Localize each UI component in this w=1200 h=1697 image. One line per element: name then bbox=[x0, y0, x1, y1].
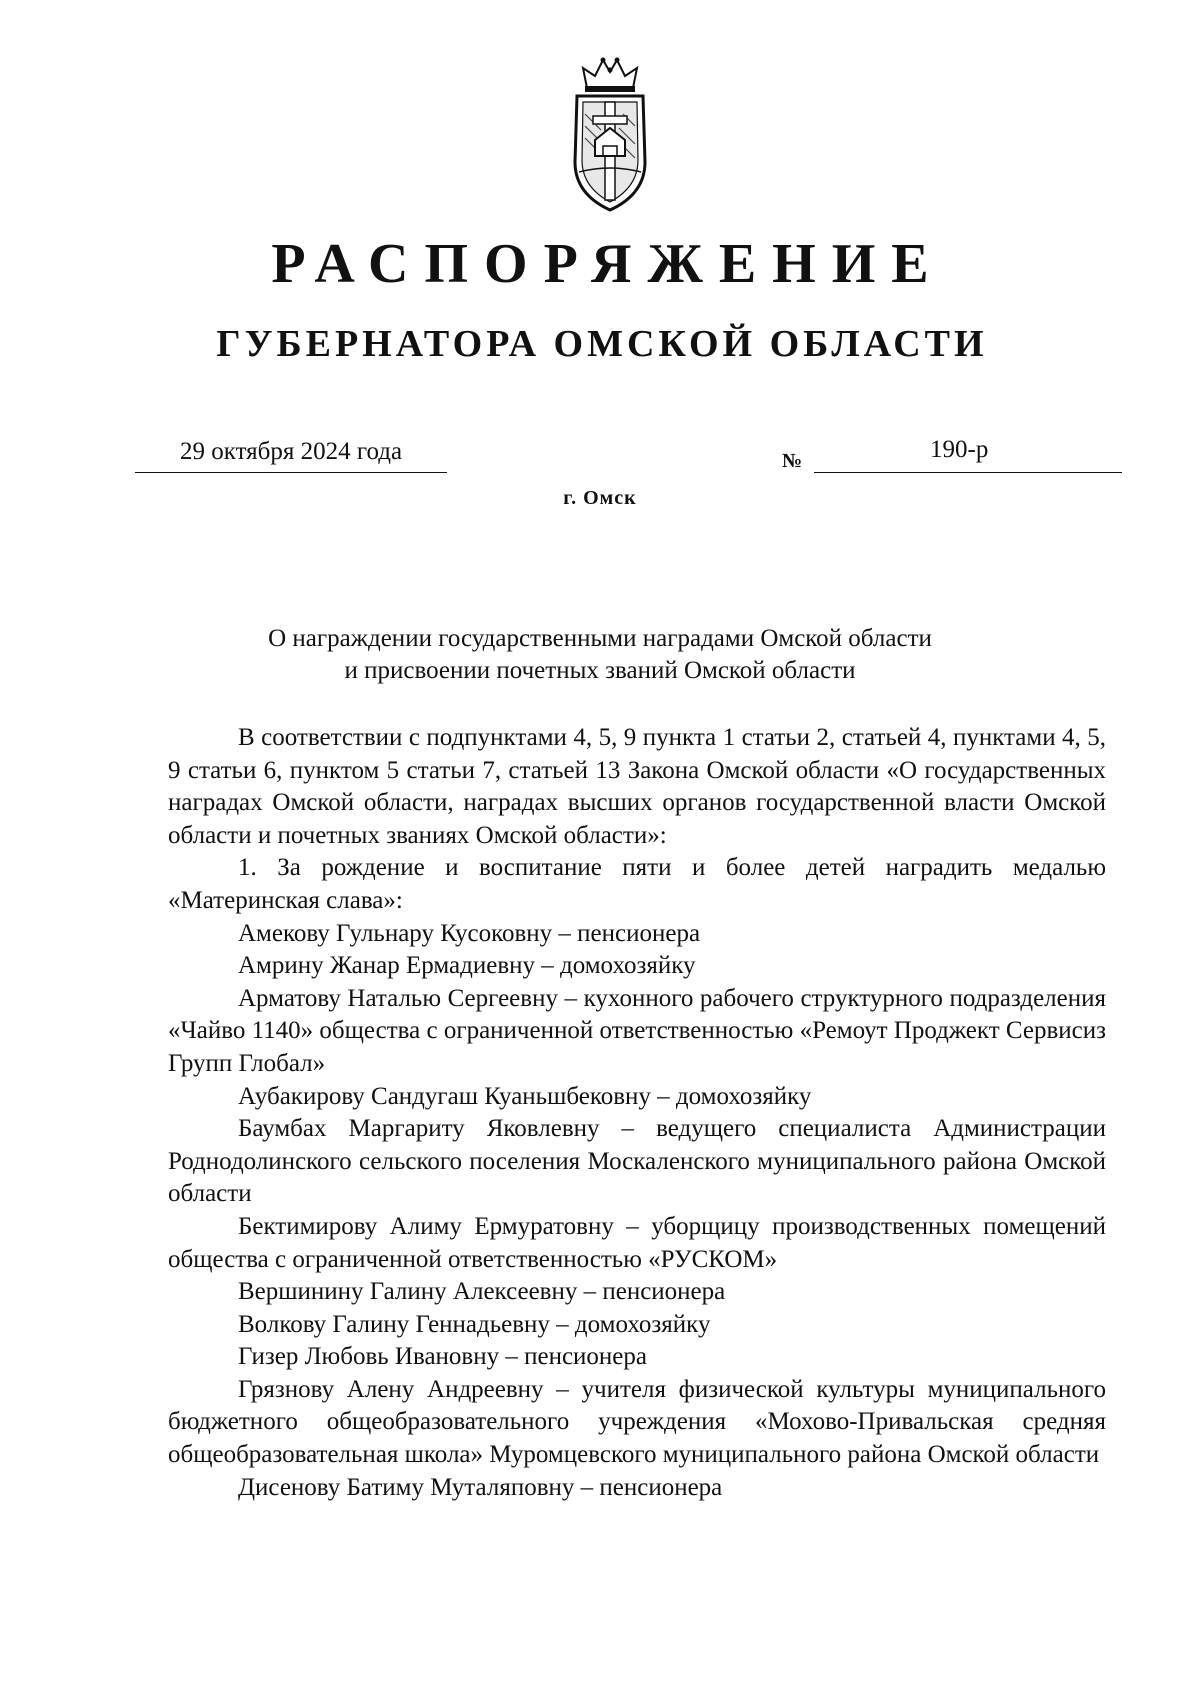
awardee-entry: Грязнову Алену Андреевну – учителя физической культуры муниципального бюджетного общеобразовательного учреждения «Мохово-Привальская средняя общеобразовательная школа» Муромцевского муниципального района Омской области bbox=[168, 1375, 1106, 1469]
awardee-entry: Арматову Наталью Сергеевну – кухонного рабочего структурного подразделения «Чайво 1140» общества с ограниченной ответственностью «Ремоут Проджект Сервисиз Групп Глобал» bbox=[168, 984, 1106, 1077]
omsk-coat-of-arms-icon bbox=[565, 54, 655, 214]
document-date: 29 октября 2024 года bbox=[180, 438, 403, 465]
number-label: № bbox=[782, 450, 803, 472]
awardee-entry: Аубакирову Сандугаш Куаньшбековну – домохозяйку bbox=[238, 1082, 812, 1110]
awardee-entry: Бектимирову Алиму Ермуратовну – уборщицу производственных помещений общества с ограниченной ответственностью «РУСКОМ» bbox=[168, 1212, 1106, 1273]
document-title: РАСПОРЯЖЕНИЕ bbox=[271, 233, 945, 295]
awardee-entry: Амрину Жанар Ермадиевну – домохозяйку bbox=[238, 952, 696, 980]
subject-line-1: О награждении государственными наградами Омской области bbox=[268, 625, 932, 652]
awardee-entry: Амекову Гульнару Кусоковну – пенсионера bbox=[238, 919, 701, 947]
awardee-entry: Вершинину Галину Алексеевну – пенсионера bbox=[238, 1278, 726, 1306]
item-1-paragraph: 1. За рождение и воспитание пяти и более детей наградить медалью «Материнская слава»: bbox=[168, 854, 1106, 914]
awardee-entry: Волкову Галину Геннадьевну – домохозяйку bbox=[238, 1310, 711, 1338]
awardee-entry: Дисенову Батиму Муталяповну – пенсионера bbox=[238, 1473, 723, 1501]
document-subtitle: ГУБЕРНАТОРА ОМСКОЙ ОБЛАСТИ bbox=[216, 323, 988, 365]
awardee-entry: Гизер Любовь Ивановну – пенсионера bbox=[238, 1343, 647, 1371]
awardee-entry: Баумбах Маргариту Яковлевну – ведущего специалиста Администрации Роднодолинского сельского поселения Москаленского муниципального района Омской области bbox=[168, 1115, 1106, 1208]
subject-line-2: и присвоении почетных званий Омской области bbox=[344, 657, 856, 684]
document-city: г. Омск bbox=[563, 487, 637, 509]
preamble-paragraph: В соответствии с подпунктами 4, 5, 9 пункта 1 статьи 2, статьей 4, пунктами 4, 5, 9 статьи 6, пунктом 5 статьи 7, статьей 13 Закона Омской области «О государственных наградах Омской области, наградах высших органов государственной власти Омской области и почетных званиях Омской области»: bbox=[168, 724, 1106, 849]
document-number: 190-р bbox=[930, 436, 989, 463]
document-subject bbox=[0, 623, 1200, 687]
document-body bbox=[168, 722, 1106, 1504]
